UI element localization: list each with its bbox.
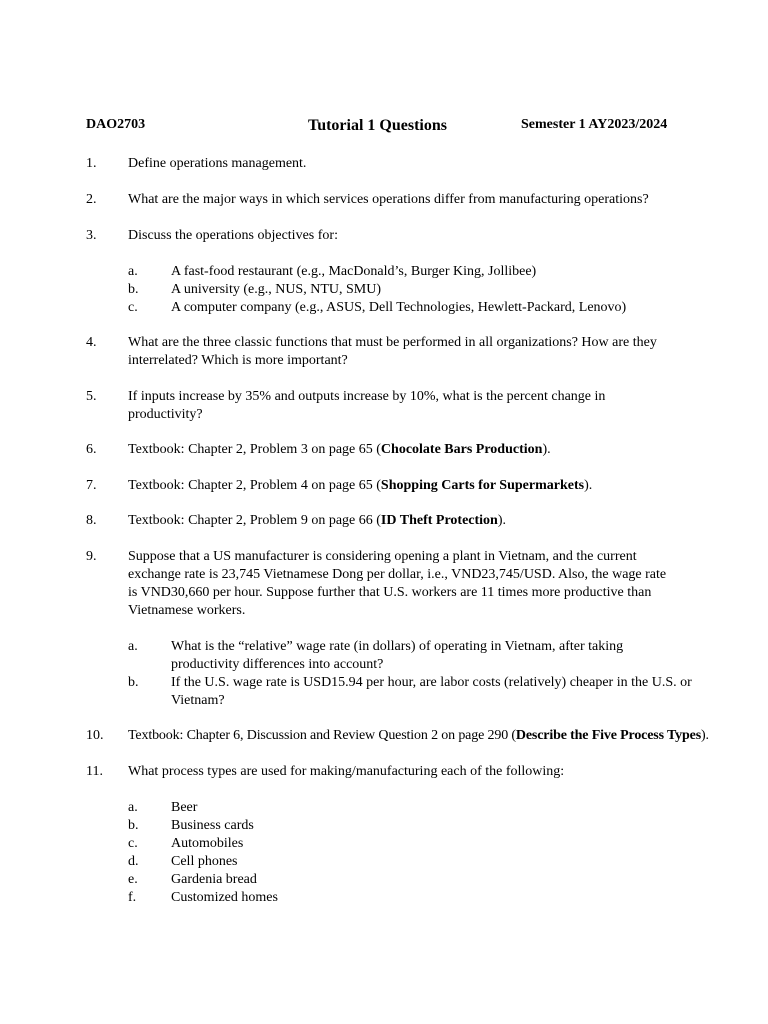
sub-question (128, 889, 746, 907)
question-number: 11. (86, 764, 103, 779)
question-number: 7. (86, 478, 97, 493)
sub-question (128, 263, 746, 281)
sub-question-text: Automobiles (171, 836, 244, 851)
question-text-suffix: ). (584, 478, 593, 493)
sub-question-text: Customized homes (171, 890, 278, 905)
sub-question-letter: b. (128, 282, 139, 297)
question-text-line: exchange rate is 23,745 Vietnamese Dong per dollar, i.e., VND23,745/USD. Also, the wage rate (128, 567, 667, 582)
page-title: Tutorial 1 Questions (308, 117, 447, 134)
sub-question-letter: b. (128, 818, 139, 833)
question-number: 2. (86, 192, 97, 207)
sub-question (128, 871, 746, 889)
question-number: 10. (86, 728, 104, 743)
sub-question-letter: b. (128, 675, 139, 690)
question-number: 1. (86, 156, 97, 171)
question-text (128, 727, 746, 745)
question-text (128, 512, 746, 530)
question-text-line: is VND30,660 per hour. Suppose further that U.S. workers are 11 times more productive than (128, 585, 652, 600)
sub-question-text: A university (e.g., NUS, NTU, SMU) (171, 282, 381, 297)
question-4 (86, 334, 746, 370)
question-text-line: interrelated? Which is more important? (128, 353, 348, 368)
sub-question-letter: a. (128, 264, 138, 279)
sub-question-text-line: If the U.S. wage rate is USD15.94 per hour, are labor costs (relatively) cheaper in the U.S. or (171, 675, 692, 690)
sub-question-text: Cell phones (171, 854, 238, 869)
sub-question (128, 835, 746, 853)
question-text-prefix: Textbook: Chapter 6, Discussion and Review Question 2 on page 290 ( (128, 728, 516, 743)
sub-question-text-line: productivity differences into account? (171, 657, 384, 672)
question-text (128, 441, 746, 459)
sub-question (128, 281, 746, 299)
question-6 (86, 441, 746, 459)
semester-label: Semester 1 AY2023/2024 (521, 117, 668, 132)
problem-title: Chocolate Bars Production (380, 442, 543, 457)
question-text: What are the major ways in which services operations differ from manufacturing operations? (128, 192, 649, 207)
question-2 (86, 191, 746, 209)
sub-question (128, 853, 746, 871)
sub-question-text-line: Vietnam? (171, 693, 225, 708)
question-text-line: Vietnamese workers. (128, 603, 246, 618)
question-5 (86, 388, 746, 424)
question-number: 3. (86, 228, 97, 243)
question-text (128, 477, 746, 495)
problem-title: Shopping Carts for Supermarkets (380, 478, 585, 493)
question-text: Discuss the operations objectives for: (128, 228, 338, 243)
sub-question-text-line: What is the “relative” wage rate (in dollars) of operating in Vietnam, after taking (171, 639, 624, 654)
question-text-suffix: ). (701, 728, 709, 743)
sub-question-letter: e. (128, 872, 138, 887)
sub-question-letter: c. (128, 300, 138, 315)
question-number: 8. (86, 513, 97, 528)
sub-question (128, 299, 746, 317)
question-text-prefix: Textbook: Chapter 2, Problem 3 on page 65 ( (128, 442, 381, 457)
sub-question-text: A fast-food restaurant (e.g., MacDonald’s, Burger King, Jollibee) (171, 264, 537, 279)
question-8 (86, 512, 746, 530)
question-number: 6. (86, 442, 97, 457)
sub-question (128, 799, 746, 817)
sub-question-letter: f. (128, 890, 137, 905)
question-text-suffix: ). (542, 442, 551, 457)
question-number: 4. (86, 335, 97, 350)
sub-question (128, 817, 746, 835)
question-text: What process types are used for making/manufacturing each of the following: (128, 764, 565, 779)
question-text-line: What are the three classic functions that must be performed in all organizations? How are they (128, 335, 657, 350)
sub-question (128, 674, 746, 710)
question-1 (86, 155, 746, 173)
question-text-line: Suppose that a US manufacturer is considering opening a plant in Vietnam, and the current (128, 549, 637, 564)
sub-question-list (86, 799, 746, 907)
question-number: 5. (86, 389, 97, 404)
problem-title: Describe the Five Process Types (515, 728, 701, 743)
sub-question-letter: d. (128, 854, 139, 869)
question-11 (86, 763, 746, 907)
sub-question-letter: c. (128, 836, 138, 851)
question-text-prefix: Textbook: Chapter 2, Problem 9 on page 66 ( (128, 513, 381, 528)
question-3 (86, 227, 746, 317)
question-text-prefix: Textbook: Chapter 2, Problem 4 on page 65 ( (128, 478, 381, 493)
question-9 (86, 548, 746, 710)
sub-question (128, 638, 746, 674)
question-text: Define operations management. (128, 156, 307, 171)
sub-question-letter: a. (128, 639, 138, 654)
sub-question-text: Business cards (171, 818, 254, 833)
question-text-line: productivity? (128, 407, 203, 422)
problem-title: ID Theft Protection (380, 513, 498, 528)
question-7 (86, 477, 746, 495)
sub-question-letter: a. (128, 800, 138, 815)
sub-question-text: Beer (171, 800, 198, 815)
sub-question-text: A computer company (e.g., ASUS, Dell Technologies, Hewlett-Packard, Lenovo) (171, 300, 627, 315)
sub-question-list (86, 263, 746, 317)
sub-question-list (86, 638, 746, 710)
question-text-line: If inputs increase by 35% and outputs increase by 10%, what is the percent change in (128, 389, 606, 404)
question-text-suffix: ). (497, 513, 507, 528)
question-10 (86, 727, 746, 745)
sub-question-text: Gardenia bread (171, 872, 257, 887)
question-number: 9. (86, 549, 97, 564)
course-code: DAO2703 (86, 117, 146, 132)
